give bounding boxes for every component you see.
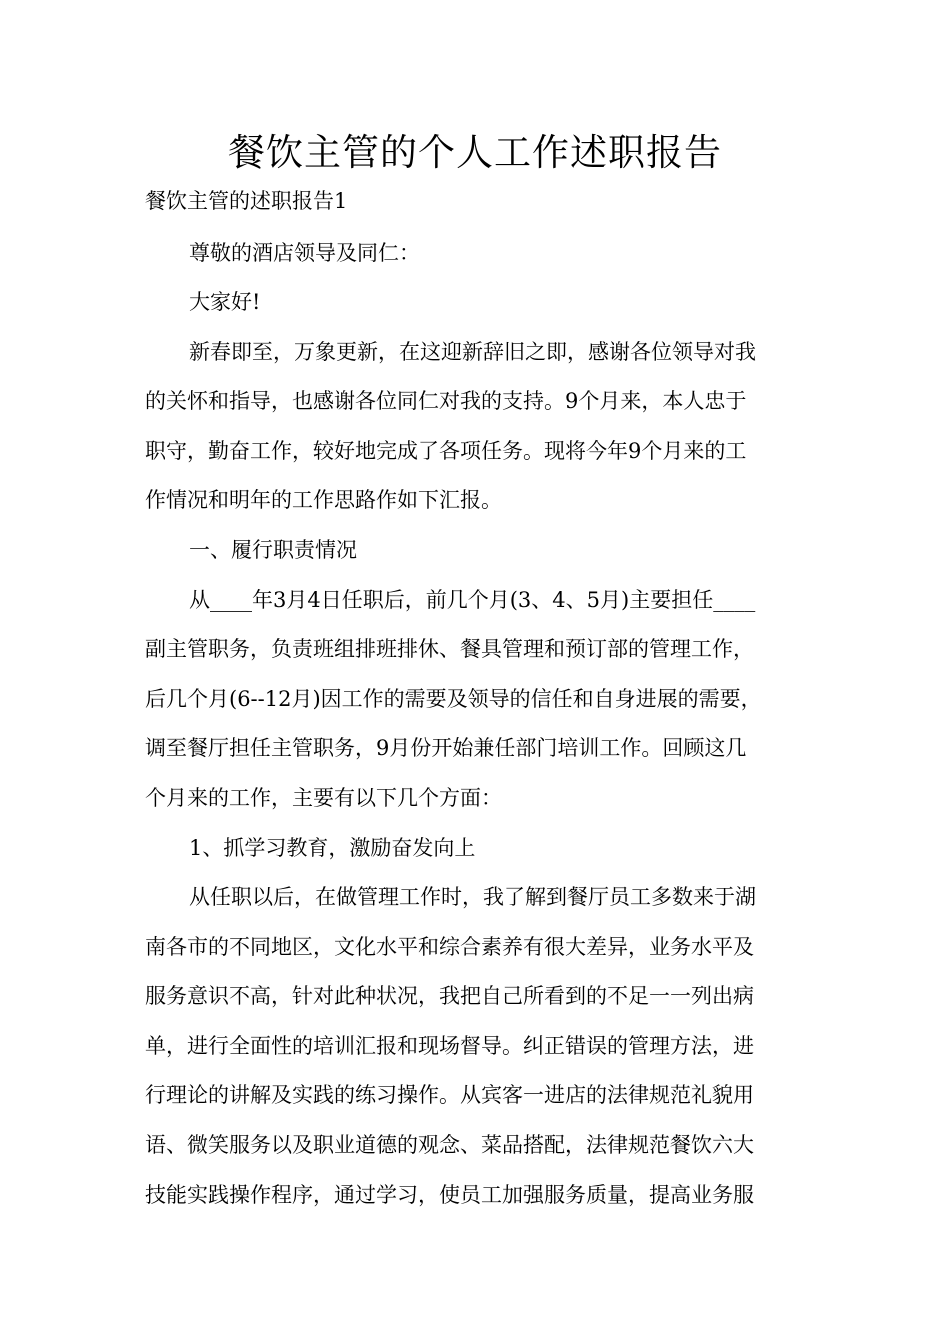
paragraph-line: 个月来的工作，主要有以下几个方面： [145,786,502,810]
paragraph-line: 作情况和明年的工作思路作如下汇报。 [145,488,502,512]
paragraph-line: 语、微笑服务以及职业道德的观念、菜品搭配，法律规范餐饮六大 [145,1133,754,1157]
document-title: 餐饮主管的个人工作述职报告 [228,131,722,174]
paragraph-line: 技能实践操作程序，通过学习，使员工加强服务质量，提高业务服 [145,1183,754,1207]
section-heading: 餐饮主管的述职报告1 [145,189,348,213]
paragraph-line: 新春即至，万象更新，在这迎新辞旧之即，感谢各位领导对我 [189,340,756,364]
section-heading: 一、履行职责情况 [189,538,357,562]
paragraph-line: 服务意识不高，针对此种状况，我把自己所看到的不足一一列出病 [145,984,754,1008]
paragraph-line: 单，进行全面性的培训汇报和现场督导。纠正错误的管理方法，进 [145,1034,754,1058]
paragraph-line: 调至餐厅担任主管职务，9月份开始兼任部门培训工作。回顾这几 [145,736,747,760]
paragraph-line: 后几个月(6--12月)因工作的需要及领导的信任和自身进展的需要， [145,687,762,711]
paragraph-line: 副主管职务，负责班组排班排休、餐具管理和预订部的管理工作， [145,637,754,661]
paragraph-line: 行理论的讲解及实践的练习操作。从宾客一进店的法律规范礼貌用 [145,1083,754,1107]
greeting: 大家好! [189,290,261,314]
paragraph-line: 职守，勤奋工作，较好地完成了各项任务。现将今年9个月来的工 [145,439,747,463]
paragraph-line: 从任职以后，在做管理工作时，我了解到餐厅员工多数来于湖 [189,885,756,909]
subsection-heading: 1、抓学习教育，激励奋发向上 [189,836,476,860]
paragraph-line: 从____年3月4日任职后，前几个月(3、4、5月)主要担任____ [189,588,756,612]
salutation: 尊敬的酒店领导及同仁： [189,241,420,265]
paragraph-line: 的关怀和指导，也感谢各位同仁对我的支持。9个月来，本人忠于 [145,389,747,413]
paragraph-line: 南各市的不同地区，文化水平和综合素养有很大差异，业务水平及 [145,935,754,959]
